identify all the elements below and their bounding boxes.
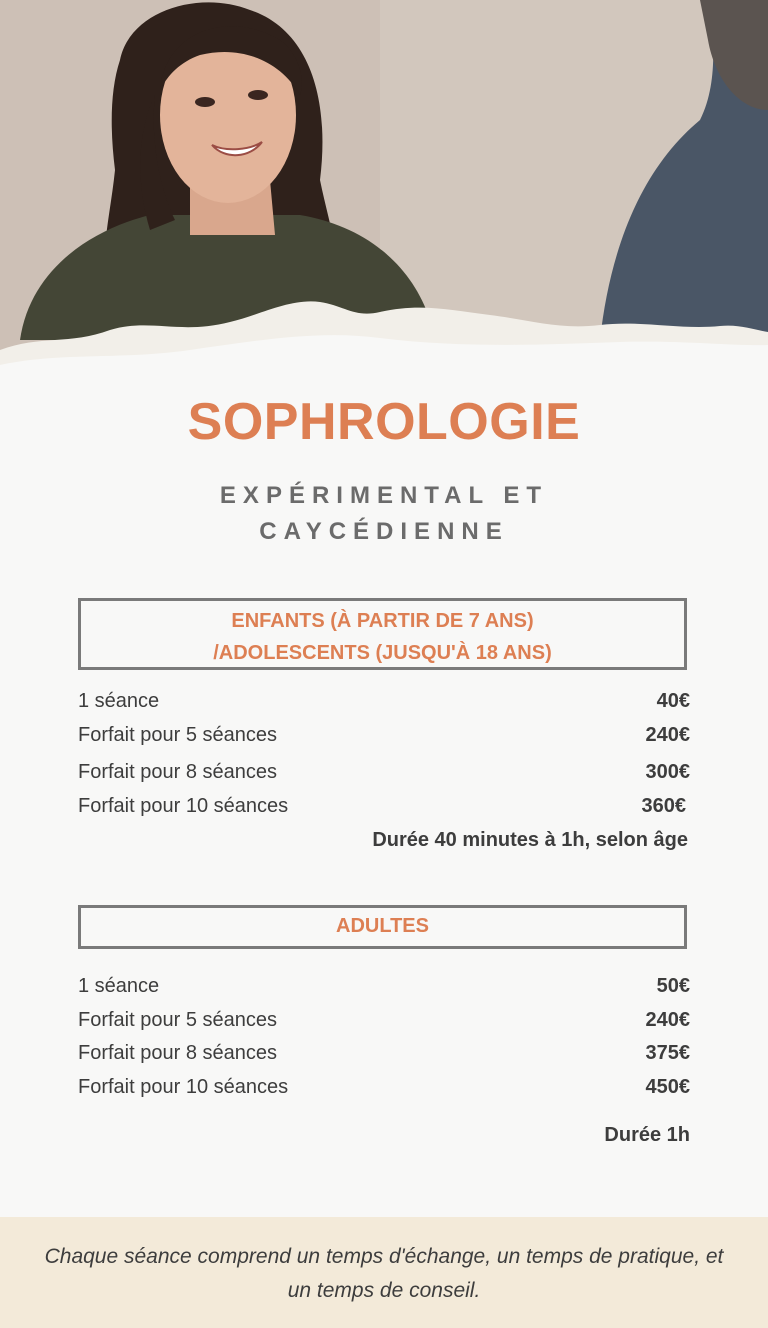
- footer-text: Chaque séance comprend un temps d'échange, un temps de pratique, et un temps de conseil.: [44, 1245, 724, 1302]
- price-row-value: 375€: [645, 1042, 690, 1064]
- price-row: [78, 724, 690, 754]
- price-row: [78, 1042, 690, 1072]
- footer-banner: [0, 1217, 768, 1328]
- hero-photo: [0, 0, 768, 420]
- price-row-label: Forfait pour 5 séances: [78, 1009, 277, 1031]
- price-row-value: 240€: [645, 724, 690, 746]
- price-row-label: Forfait pour 8 séances: [78, 761, 277, 783]
- price-row-label: 1 séance: [78, 690, 160, 712]
- subtitle-line-1: EXPÉRIMENTAL ET: [219, 482, 549, 509]
- price-row-label: Forfait pour 10 séances: [78, 795, 289, 817]
- adults-section-heading: ADULTES: [78, 905, 687, 949]
- children-heading-line-1: ENFANTS (À PARTIR DE 7 ANS): [231, 610, 534, 632]
- price-row: [78, 1009, 690, 1039]
- price-row-value: 450€: [645, 1076, 690, 1098]
- price-row-value: 300€: [645, 761, 690, 783]
- page-title: SOPHROLOGIE: [187, 393, 581, 451]
- price-row-value: 40€: [656, 690, 690, 712]
- price-row-label: Forfait pour 10 séances: [78, 1076, 289, 1098]
- price-row-value: 240€: [645, 1009, 690, 1031]
- price-row: [78, 795, 690, 825]
- price-row: [78, 975, 690, 1005]
- price-row-value: 50€: [656, 975, 690, 997]
- page-subtitle: [0, 478, 768, 550]
- price-row-value: 360€: [641, 795, 686, 817]
- children-section-heading: [78, 598, 687, 670]
- price-row-label: Forfait pour 5 séances: [78, 724, 277, 746]
- children-heading-line-2: /ADOLESCENTS (JUSQU'À 18 ANS): [213, 642, 552, 664]
- price-row: [78, 690, 690, 720]
- subtitle-line-2: CAYCÉDIENNE: [259, 518, 509, 545]
- hero-illustration: [0, 0, 768, 420]
- price-row-label: 1 séance: [78, 975, 160, 997]
- price-row-label: Forfait pour 8 séances: [78, 1042, 277, 1064]
- children-duration-note: Durée 40 minutes à 1h, selon âge: [372, 829, 688, 851]
- price-row: [78, 761, 690, 791]
- adults-duration-note: Durée 1h: [604, 1124, 690, 1146]
- price-row: [78, 1076, 690, 1106]
